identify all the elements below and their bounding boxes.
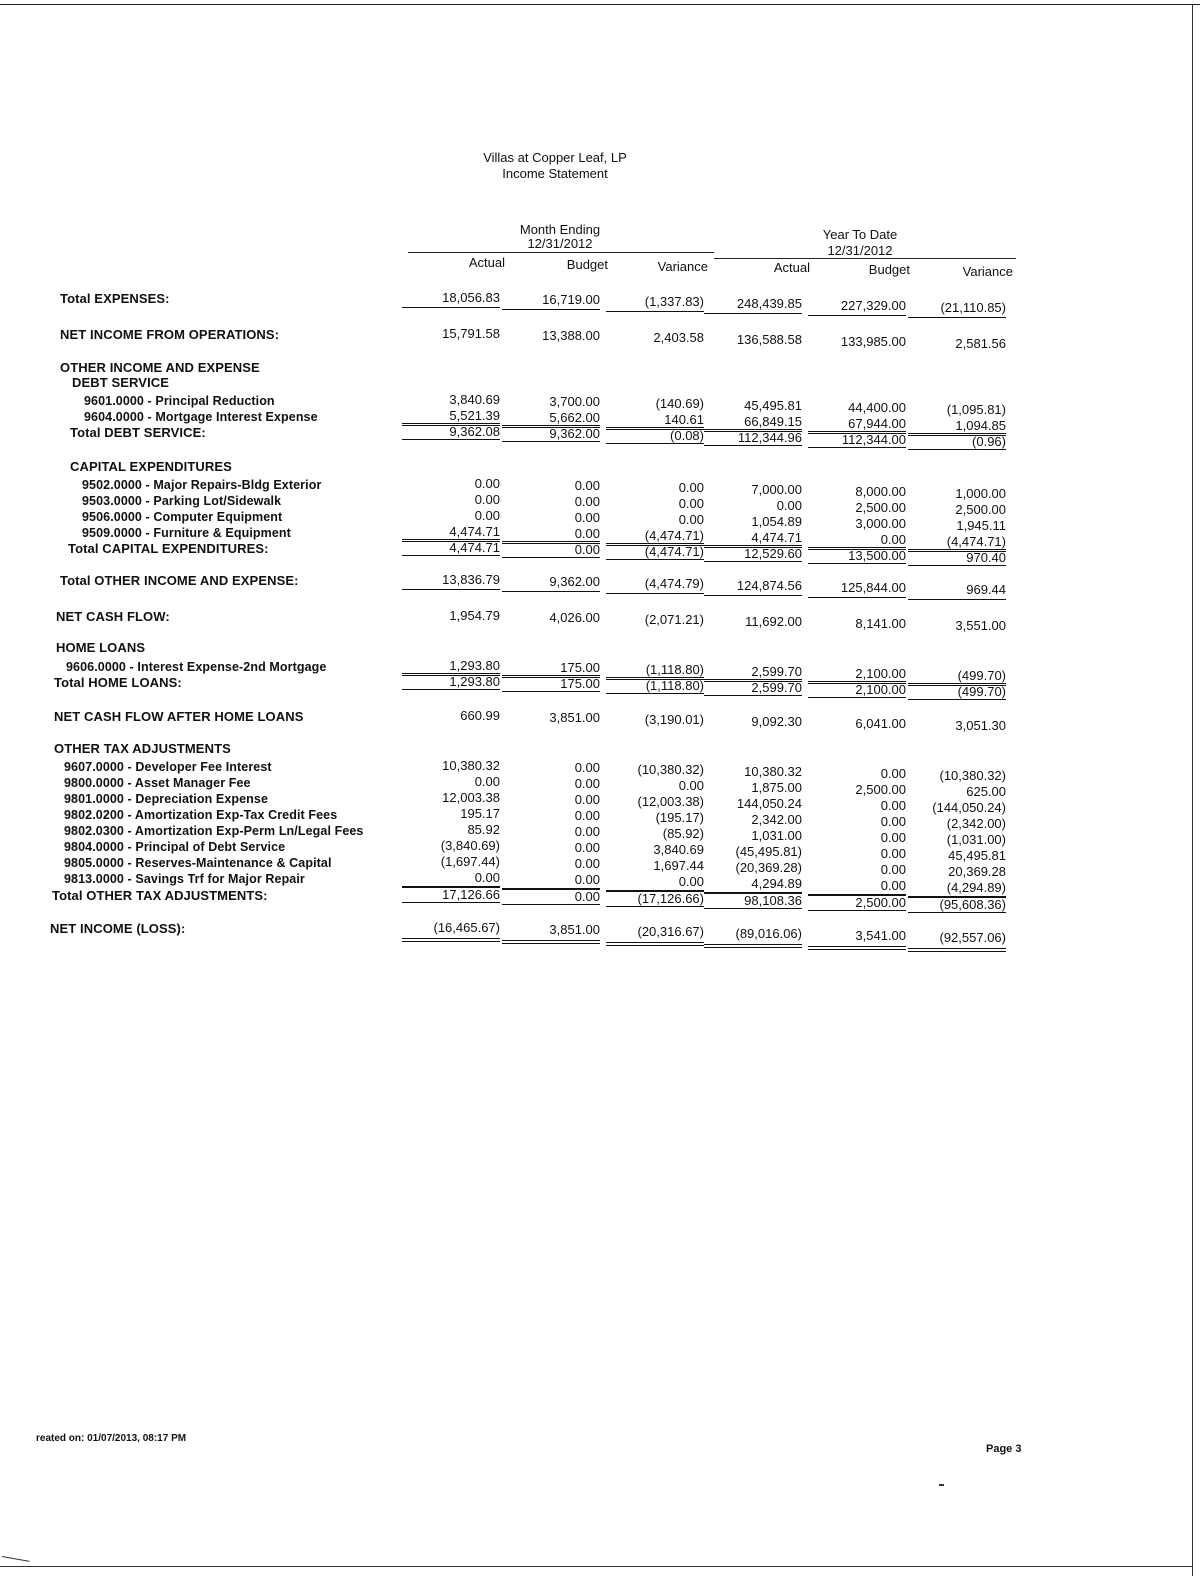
cell-ytd-variance: 1,945.11 (956, 518, 1006, 533)
column-header-month-budget: Budget (566, 257, 608, 272)
cell-month-budget: 0.00 (574, 494, 600, 509)
cell-month-variance: 2,403.58 (653, 330, 704, 345)
table-row (0, 708, 1200, 733)
cell-month-actual: 0.00 (474, 492, 500, 507)
cell-month-variance: 0.00 (678, 778, 704, 793)
underline (502, 557, 600, 558)
cell-ytd-budget: 13,500.00 (848, 548, 906, 563)
row-label: OTHER TAX ADJUSTMENTS (54, 741, 231, 756)
row-label: 9813.0000 - Savings Trf for Major Repair (64, 872, 305, 886)
cell-month-budget: 0.00 (574, 840, 600, 855)
cell-ytd-budget: 2,500.00 (855, 782, 906, 797)
underline (606, 890, 704, 891)
cell-ytd-actual: 112,344.96 (737, 430, 802, 445)
underline (402, 941, 500, 942)
underline (502, 691, 600, 692)
underline (704, 892, 802, 893)
underline (502, 309, 600, 310)
underline (704, 595, 802, 596)
cell-month-variance: (140.69) (655, 396, 704, 411)
table-row (0, 375, 1200, 391)
cell-ytd-variance: 45,495.81 (948, 848, 1006, 863)
cell-ytd-variance: 625.00 (966, 784, 1006, 799)
cell-ytd-budget: 227,329.00 (840, 298, 906, 313)
cell-ytd-actual: 1,054.89 (751, 514, 802, 529)
cell-month-budget: 0.00 (574, 526, 600, 541)
cell-ytd-budget: 67,944.00 (848, 416, 906, 431)
cell-ytd-budget: 8,000.00 (855, 484, 906, 499)
cell-month-budget: 0.00 (574, 856, 600, 871)
cell-month-variance: (2,071.21) (644, 612, 704, 627)
underline (704, 695, 802, 696)
cell-ytd-budget: 133,985.00 (840, 334, 906, 349)
underline (606, 945, 704, 946)
cell-month-budget: 0.00 (574, 542, 600, 557)
page-number: Page 3 (986, 1443, 1022, 1455)
underline (908, 549, 1006, 550)
underline (808, 431, 906, 432)
underline (402, 439, 500, 440)
row-label: 9607.0000 - Developer Fee Interest (64, 760, 272, 774)
cell-ytd-budget: 0.00 (880, 532, 906, 547)
cell-ytd-actual: 2,599.70 (751, 680, 802, 695)
cell-month-variance: (1,118.80) (645, 678, 704, 693)
underline (704, 947, 802, 948)
underline (908, 699, 1006, 700)
underline (402, 539, 500, 540)
cell-ytd-budget: 8,141.00 (855, 616, 906, 631)
cell-month-budget: 0.00 (574, 889, 600, 904)
cell-month-variance: (1,337.83) (644, 294, 704, 309)
row-label: NET CASH FLOW: (56, 609, 170, 624)
cell-month-variance: (85.92) (662, 826, 704, 841)
underline (502, 441, 600, 442)
cell-month-budget: 175.00 (560, 676, 600, 691)
cell-month-actual: 18,056.83 (442, 290, 500, 305)
cell-ytd-variance: (4,474.71) (946, 534, 1006, 549)
row-label: Total OTHER TAX ADJUSTMENTS: (52, 888, 268, 903)
cell-month-variance: (4,474.79) (644, 576, 704, 591)
cell-month-budget: 0.00 (574, 776, 600, 791)
cell-ytd-variance: 1,094.85 (955, 418, 1006, 433)
underline (808, 447, 906, 448)
cell-month-variance: (20,316.67) (637, 924, 704, 939)
row-label: 9604.0000 - Mortgage Interest Expense (84, 410, 318, 424)
underline (908, 948, 1006, 949)
cell-ytd-budget: 0.00 (880, 766, 906, 781)
cell-ytd-actual: 1,031.00 (751, 828, 802, 843)
cell-month-variance: (3,190.01) (644, 712, 704, 727)
underline (502, 425, 600, 426)
underline (808, 910, 906, 911)
cell-ytd-budget: 2,500.00 (855, 500, 906, 515)
cell-month-variance: (12,003.38) (637, 794, 704, 809)
underline (502, 940, 600, 941)
cell-month-budget: 9,362.00 (549, 426, 600, 441)
underline (704, 908, 802, 909)
underline (502, 888, 600, 889)
cell-ytd-budget: 112,344.00 (841, 432, 906, 447)
table-row (0, 608, 1200, 633)
ytd-header-rule (714, 258, 1016, 259)
underline (808, 597, 906, 598)
table-row (0, 459, 1200, 475)
row-label: 9801.0000 - Depreciation Expense (64, 792, 268, 806)
cell-ytd-variance: 3,551.00 (955, 618, 1006, 633)
underline (908, 912, 1006, 913)
cell-month-variance: (4,474.71) (644, 544, 704, 559)
row-label: OTHER INCOME AND EXPENSE (60, 360, 260, 375)
cell-month-actual: 195.17 (460, 806, 500, 821)
cell-ytd-variance: (144,050.24) (932, 800, 1006, 815)
cell-ytd-variance: (1,031.00) (946, 832, 1006, 847)
cell-ytd-budget: 125,844.00 (840, 580, 906, 595)
report-title: Income Statement (502, 166, 608, 181)
cell-month-variance: 0.00 (678, 512, 704, 527)
cell-month-actual: 10,380.32 (442, 758, 500, 773)
underline (908, 683, 1006, 684)
table-row (0, 741, 1200, 757)
row-label: 9506.0000 - Computer Equipment (82, 510, 283, 524)
underline (606, 677, 704, 678)
row-label: NET CASH FLOW AFTER HOME LOANS (54, 709, 304, 724)
underline (502, 943, 600, 944)
table-row (0, 360, 1200, 376)
underline (402, 938, 500, 939)
cell-month-budget: 4,026.00 (549, 610, 600, 625)
ytd-group-title: Year To Date (822, 227, 898, 242)
cell-ytd-actual: 4,294.89 (751, 876, 802, 891)
row-label: HOME LOANS (56, 640, 146, 655)
row-label: 9503.0000 - Parking Lot/Sidewalk (82, 494, 282, 508)
cell-ytd-actual: (89,016.06) (735, 926, 802, 941)
underline (402, 307, 500, 308)
cell-month-actual: 1,954.79 (449, 608, 500, 623)
cell-month-variance: 140.61 (664, 412, 704, 427)
underline (606, 427, 704, 428)
cell-month-actual: 5,521.39 (449, 408, 500, 423)
cell-ytd-budget: 0.00 (880, 862, 906, 877)
underline (502, 541, 600, 542)
cell-month-actual: 0.00 (474, 870, 500, 885)
cell-month-budget: 175.00 (560, 660, 600, 675)
cell-ytd-actual: 11,692.00 (745, 614, 802, 629)
cell-ytd-variance: (0.96) (972, 434, 1006, 449)
cell-month-budget: 0.00 (574, 760, 600, 775)
cell-month-actual: 4,474.71 (449, 524, 500, 539)
cell-month-actual: 1,293.80 (449, 658, 500, 673)
cell-month-actual: 13,836.79 (442, 572, 500, 587)
row-label: 9802.0300 - Amortization Exp-Perm Ln/Legal Fees (64, 824, 364, 838)
scan-speck (939, 1484, 944, 1486)
column-header-month-variance: Variance (657, 259, 708, 274)
row-label: 9601.0000 - Principal Reduction (84, 394, 275, 408)
cell-ytd-budget: 2,500.00 (855, 895, 906, 910)
cell-month-budget: 0.00 (574, 872, 600, 887)
cell-month-budget: 0.00 (574, 792, 600, 807)
company-name: Villas at Copper Leaf, LP (483, 150, 627, 165)
row-label: Total CAPITAL EXPENDITURES: (68, 541, 269, 556)
cell-ytd-budget: 0.00 (880, 846, 906, 861)
cell-ytd-budget: 44,400.00 (848, 400, 906, 415)
cell-month-actual: 4,474.71 (449, 540, 500, 555)
underline (704, 313, 802, 314)
underline (704, 679, 802, 680)
underline (402, 589, 500, 590)
cell-ytd-variance: (95,608.36) (939, 897, 1006, 912)
row-label: 9509.0000 - Furniture & Equipment (82, 526, 291, 540)
cell-ytd-actual: 98,108.36 (744, 893, 802, 908)
underline (908, 599, 1006, 600)
row-label: 9804.0000 - Principal of Debt Service (64, 840, 286, 854)
cell-month-variance: (1,118.80) (645, 662, 704, 677)
underline (908, 317, 1006, 318)
underline (808, 949, 906, 950)
row-label: 9502.0000 - Major Repairs-Bldg Exterior (82, 478, 322, 492)
cell-ytd-variance: 2,581.56 (955, 336, 1006, 351)
underline (606, 906, 704, 907)
underline (704, 944, 802, 945)
table-row (0, 920, 1200, 945)
row-label: Total EXPENSES: (60, 291, 170, 306)
scan-edge-top (0, 4, 1200, 5)
cell-month-actual: 3,840.69 (449, 392, 500, 407)
cell-month-variance: 0.00 (678, 874, 704, 889)
underline (808, 315, 906, 316)
ytd-group-date: 12/31/2012 (827, 243, 893, 258)
table-row (0, 640, 1200, 656)
cell-month-variance: (0.08) (670, 428, 704, 443)
cell-ytd-variance: 970.40 (966, 550, 1006, 565)
cell-ytd-variance: 969.44 (966, 582, 1006, 597)
row-label: 9802.0200 - Amortization Exp-Tax Credit Fees (64, 808, 338, 822)
cell-month-actual: 660.99 (460, 708, 500, 723)
cell-ytd-variance: (1,095.81) (946, 402, 1006, 417)
row-label: Total OTHER INCOME AND EXPENSE: (60, 573, 299, 588)
cell-ytd-budget: 0.00 (880, 814, 906, 829)
underline (704, 429, 802, 430)
underline (908, 896, 1006, 897)
underline (808, 894, 906, 895)
cell-ytd-variance: (10,380.32) (939, 768, 1006, 783)
month-header-rule (408, 252, 714, 253)
cell-ytd-variance: (499.70) (957, 668, 1006, 683)
cell-ytd-actual: 7,000.00 (751, 482, 802, 497)
cell-month-actual: 0.00 (474, 476, 500, 491)
underline (908, 433, 1006, 434)
scan-edge-bottom (0, 1566, 1192, 1567)
cell-month-variance: (195.17) (655, 810, 704, 825)
underline (808, 681, 906, 682)
cell-ytd-variance: 2,500.00 (955, 502, 1006, 517)
cell-ytd-budget: 2,100.00 (855, 666, 906, 681)
underline (808, 547, 906, 548)
underline (402, 886, 500, 887)
cell-month-actual: 0.00 (474, 774, 500, 789)
table-row (0, 540, 1200, 565)
cell-month-budget: 3,700.00 (549, 394, 600, 409)
cell-month-actual: 0.00 (474, 508, 500, 523)
underline (808, 697, 906, 698)
cell-month-variance: (4,474.71) (644, 528, 704, 543)
row-label: DEBT SERVICE (72, 375, 170, 390)
cell-ytd-actual: 0.00 (776, 498, 802, 513)
cell-ytd-budget: 2,100.00 (855, 682, 906, 697)
cell-ytd-variance: (499.70) (957, 684, 1006, 699)
cell-month-variance: 1,697.44 (653, 858, 704, 873)
cell-ytd-actual: 4,474.71 (751, 530, 802, 545)
cell-ytd-actual: (20,369.28) (735, 860, 802, 875)
underline (606, 559, 704, 560)
cell-month-actual: 17,126.66 (442, 887, 500, 902)
cell-month-budget: 0.00 (574, 510, 600, 525)
cell-ytd-variance: (4,294.89) (946, 880, 1006, 895)
cell-ytd-budget: 3,000.00 (855, 516, 906, 531)
cell-month-actual: (3,840.69) (440, 838, 500, 853)
cell-month-variance: (17,126.66) (637, 891, 704, 906)
underline (908, 449, 1006, 450)
underline (402, 689, 500, 690)
cell-month-variance: 0.00 (678, 496, 704, 511)
cell-month-actual: 9,362.08 (449, 424, 500, 439)
cell-ytd-actual: 2,599.70 (751, 664, 802, 679)
cell-ytd-actual: 9,092.30 (751, 714, 802, 729)
underline (606, 593, 704, 594)
scan-mark (2, 1556, 30, 1562)
underline (502, 675, 600, 676)
column-header-month-actual: Actual (468, 255, 505, 270)
row-label: 9805.0000 - Reserves-Maintenance & Capital (64, 856, 332, 870)
cell-ytd-actual: 10,380.32 (744, 764, 802, 779)
cell-month-budget: 13,388.00 (542, 328, 600, 343)
cell-ytd-variance: 20,369.28 (948, 864, 1006, 879)
row-label: NET INCOME (LOSS): (50, 921, 186, 936)
cell-month-actual: 15,791.58 (442, 326, 500, 341)
cell-month-variance: (10,380.32) (637, 762, 704, 777)
cell-ytd-actual: (45,495.81) (735, 844, 802, 859)
row-label: Total HOME LOANS: (54, 675, 182, 690)
cell-month-budget: 3,851.00 (549, 922, 600, 937)
column-header-ytd-actual: Actual (773, 260, 810, 275)
cell-ytd-variance: (92,557.06) (939, 930, 1006, 945)
table-row (0, 424, 1200, 449)
column-header-ytd-variance: Variance (962, 264, 1013, 279)
cell-month-actual: (16,465.67) (433, 920, 500, 935)
underline (606, 693, 704, 694)
column-header-ytd-budget: Budget (868, 262, 910, 277)
cell-ytd-variance: 3,051.30 (955, 718, 1006, 733)
underline (402, 555, 500, 556)
cell-ytd-actual: 1,875.00 (751, 780, 802, 795)
cell-month-actual: (1,697.44) (440, 854, 500, 869)
table-row (0, 572, 1200, 597)
cell-month-budget: 16,719.00 (542, 292, 600, 307)
underline (606, 311, 704, 312)
underline (606, 543, 704, 544)
cell-ytd-budget: 3,541.00 (855, 928, 906, 943)
created-timestamp: reated on: 01/07/2013, 08:17 PM (36, 1433, 187, 1444)
row-label: 9800.0000 - Asset Manager Fee (64, 776, 251, 790)
cell-month-variance: 0.00 (678, 480, 704, 495)
cell-ytd-actual: 2,342.00 (751, 812, 802, 827)
cell-ytd-variance: (21,110.85) (940, 300, 1006, 315)
cell-ytd-variance: (2,342.00) (946, 816, 1006, 831)
cell-month-variance: 3,840.69 (653, 842, 704, 857)
underline (704, 445, 802, 446)
underline (704, 561, 802, 562)
month-group-date: 12/31/2012 (527, 236, 593, 251)
underline (808, 563, 906, 564)
underline (402, 673, 500, 674)
row-label: 9606.0000 - Interest Expense-2nd Mortgage (66, 660, 327, 674)
cell-ytd-actual: 45,495.81 (744, 398, 802, 413)
cell-ytd-actual: 136,588.58 (736, 332, 802, 347)
table-row (0, 290, 1200, 315)
underline (606, 443, 704, 444)
cell-ytd-variance: 1,000.00 (955, 486, 1006, 501)
cell-ytd-budget: 0.00 (880, 878, 906, 893)
cell-ytd-budget: 0.00 (880, 798, 906, 813)
cell-month-actual: 12,003.38 (442, 790, 500, 805)
cell-ytd-actual: 144,050.24 (736, 796, 802, 811)
underline (606, 942, 704, 943)
underline (808, 946, 906, 947)
month-group-title: Month Ending (519, 222, 601, 237)
row-label: CAPITAL EXPENDITURES (70, 459, 232, 474)
underline (704, 545, 802, 546)
row-label: NET INCOME FROM OPERATIONS: (60, 327, 280, 342)
underline (402, 423, 500, 424)
table-row (0, 674, 1200, 699)
cell-month-budget: 3,851.00 (549, 710, 600, 725)
cell-month-actual: 1,293.80 (449, 674, 500, 689)
underline (908, 565, 1006, 566)
cell-ytd-budget: 0.00 (880, 830, 906, 845)
cell-ytd-actual: 248,439.85 (736, 296, 802, 311)
cell-month-budget: 9,362.00 (549, 574, 600, 589)
cell-ytd-actual: 12,529.60 (744, 546, 802, 561)
cell-month-actual: 85.92 (467, 822, 500, 837)
table-row (0, 326, 1200, 351)
underline (502, 904, 600, 905)
cell-month-budget: 0.00 (574, 824, 600, 839)
cell-month-budget: 0.00 (574, 478, 600, 493)
cell-month-budget: 5,662.00 (549, 410, 600, 425)
underline (402, 902, 500, 903)
underline (908, 951, 1006, 952)
cell-ytd-actual: 66,849.15 (744, 414, 802, 429)
underline (502, 591, 600, 592)
cell-ytd-actual: 124,874.56 (736, 578, 802, 593)
cell-ytd-budget: 6,041.00 (855, 716, 906, 731)
cell-month-budget: 0.00 (574, 808, 600, 823)
row-label: Total DEBT SERVICE: (70, 425, 206, 440)
